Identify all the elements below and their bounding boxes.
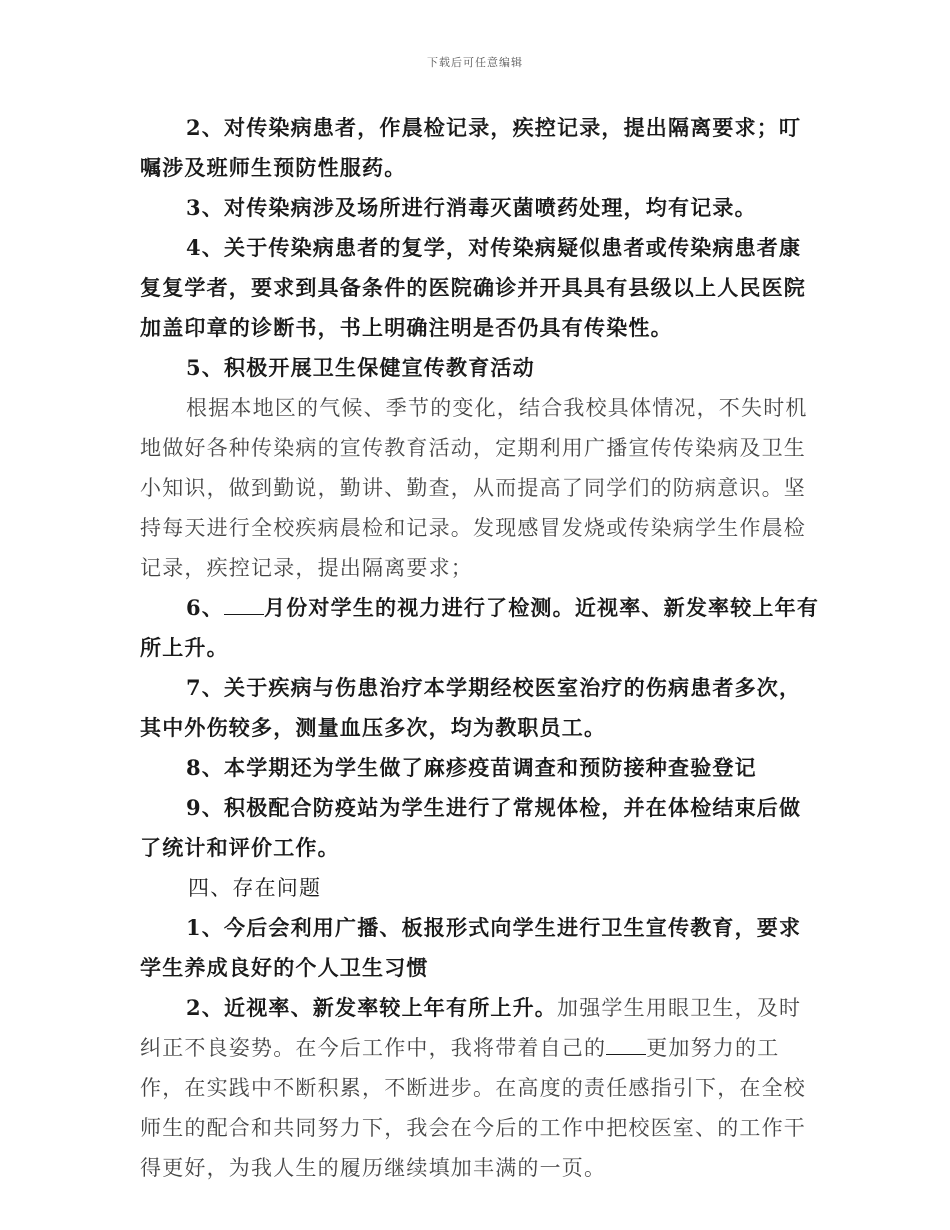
paragraph-12-b: 更加努力的工作，在实践中不断积累，不断进步。在高度的责任感指引下，在全校师生的配合和共同努力下，我会在今后的工作中把校医室、的工作干得更好，为我人生的履历继续填加丰满的一页。: [140, 1036, 806, 1180]
paragraph-5: 根据本地区的气候、季节的变化，结合我校具体情况，不失时机地做好各种传染病的宣传教育活动，定期利用广播宣传传染病及卫生小知识，做到勤说，勤讲、勤查，从而提高了同学们的防病意识。坚持每天进行全校疾病晨检和记录。发现感冒发烧或传染病学生作晨检记录，疾控记录，提出隔离要求；: [140, 396, 808, 580]
document-body: [140, 108, 820, 1188]
paragraph-11: 1、今后会利用广播、板报形式向学生进行卫生宣传教育，要求学生养成良好的个人卫生习惯: [140, 915, 802, 980]
fill-in-blank: [224, 596, 264, 615]
section-heading-problems: 四、存在问题: [188, 876, 322, 900]
paragraph-6-suffix: 月份对学生的视力进行了检测。近视率、新发率较上年有所上升。: [140, 595, 820, 660]
paragraph-9: 9、积极配合防疫站为学生进行了常规体检，并在体检结束后做了统计和评价工作。: [140, 795, 802, 860]
paragraph-12-a: 加强学生用眼卫生，及时纠正不良姿势。在今后工作中，我将带着自己的: [140, 996, 802, 1060]
paragraph-3: 4、关于传染病患者的复学，对传染病疑似患者或传染病患者康复复学者，要求到具备条件的医院确诊并开具具有县级以上人民医院加盖印章的诊断书，书上明确注明是否仍具有传染性。: [140, 235, 806, 340]
paragraph-1: 2、对传染病患者，作晨检记录，疾控记录，提出隔离要求；叮嘱涉及班师生预防性服药。: [140, 115, 802, 180]
paragraph-4: 5、积极开展卫生保健宣传教育活动: [186, 355, 535, 380]
fill-in-blank: [606, 1036, 646, 1055]
page-header: 下载后可任意编辑: [427, 56, 523, 69]
paragraph-12: [140, 988, 820, 1188]
paragraph-12-bold: 2、近视率、新发率较上年有所上升。: [186, 995, 558, 1020]
paragraph-6: [140, 588, 820, 668]
paragraph-7: 7、关于疾病与伤患治疗本学期经校医室治疗的伤病患者多次，其中外伤较多，测量血压多次，均为教职员工。: [140, 675, 802, 740]
paragraph-2: 3、对传染病涉及场所进行消毒灭菌喷药处理，均有记录。: [186, 195, 757, 220]
paragraph-8: 8、本学期还为学生做了麻疹疫苗调查和预防接种查验登记: [186, 755, 757, 780]
paragraph-6-prefix: 6、: [186, 595, 225, 620]
